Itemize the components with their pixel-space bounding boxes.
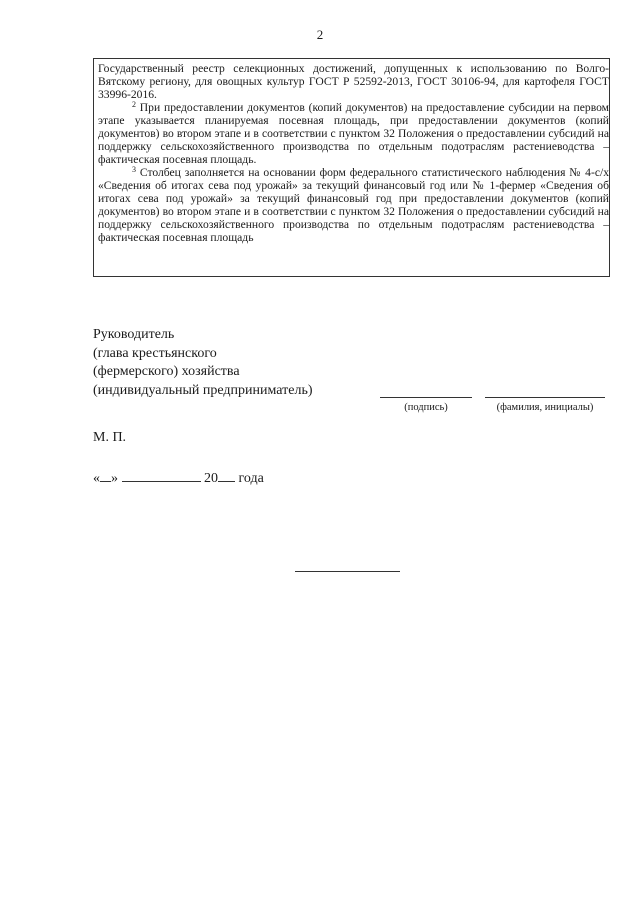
signatory-title: Руководитель — [93, 327, 175, 342]
footnote-3-text: Столбец заполняется на основании форм федерального статистического наблюдения № 4-с/х «Сведения об итогах сева под урожай» за текущий финансовый год или № 1-фермер «Сведения об итогах сева под урожай» за текущий финансовый год при предоставлении документов (копий документов) во втором этапе и в соответствии с пунктом 32 Положения о предоставлении субсидий на поддержку сельскохозяйственного производства по отдельным подотраслям растениеводства – фактическая посевная площадь — [98, 166, 609, 244]
signatory-role-line-4: (индивидуальный предприниматель) — [93, 382, 313, 398]
signatory-block — [93, 326, 313, 400]
day-field[interactable] — [100, 470, 111, 482]
page-number: 2 — [316, 27, 324, 42]
date-line — [93, 470, 264, 487]
end-divider — [295, 571, 400, 572]
stamp-placeholder: М. П. — [93, 430, 127, 445]
footnote-3 — [98, 166, 609, 244]
signature-field[interactable] — [380, 397, 472, 398]
footnote-2 — [98, 101, 609, 166]
footnote-2-marker: 2 — [132, 100, 136, 109]
footnote-continuation: Государственный реестр селекционных достижений, допущенных к использованию по Волго-Вятскому региону, для овощных культур ГОСТ Р 52592-2013, ГОСТ 30106-94, для картофеля ГОСТ 33996-2016. — [98, 62, 609, 101]
name-caption: (фамилия, инициалы) — [496, 402, 594, 413]
year-suffix: года — [235, 471, 264, 486]
date-open-quote: « — [93, 471, 100, 486]
signature-caption: (подпись) — [404, 402, 448, 413]
signatory-role-line-2: (глава крестьянского — [93, 345, 217, 361]
signatory-role-line-3: (фермерского) хозяйства — [93, 364, 240, 379]
date-close-quote: » — [111, 471, 118, 486]
year-prefix: 20 — [204, 471, 218, 486]
name-field[interactable] — [485, 397, 605, 398]
footnote-3-marker: 3 — [132, 165, 136, 174]
month-field[interactable] — [122, 470, 201, 482]
footnotes-box — [93, 58, 610, 277]
footnote-2-text: При предоставлении документов (копий документов) на предоставление субсидии на первом этапе указывается планируемая посевная площадь, при предоставлении документов (копий документов) во втором этапе и в соответствии с пунктом 32 Положения о предоставлении субсидий на поддержку сельскохозяйственного производства по отдельным подотраслям растениеводства – фактическая посевная площадь. — [98, 101, 609, 166]
year-field[interactable] — [218, 470, 235, 482]
